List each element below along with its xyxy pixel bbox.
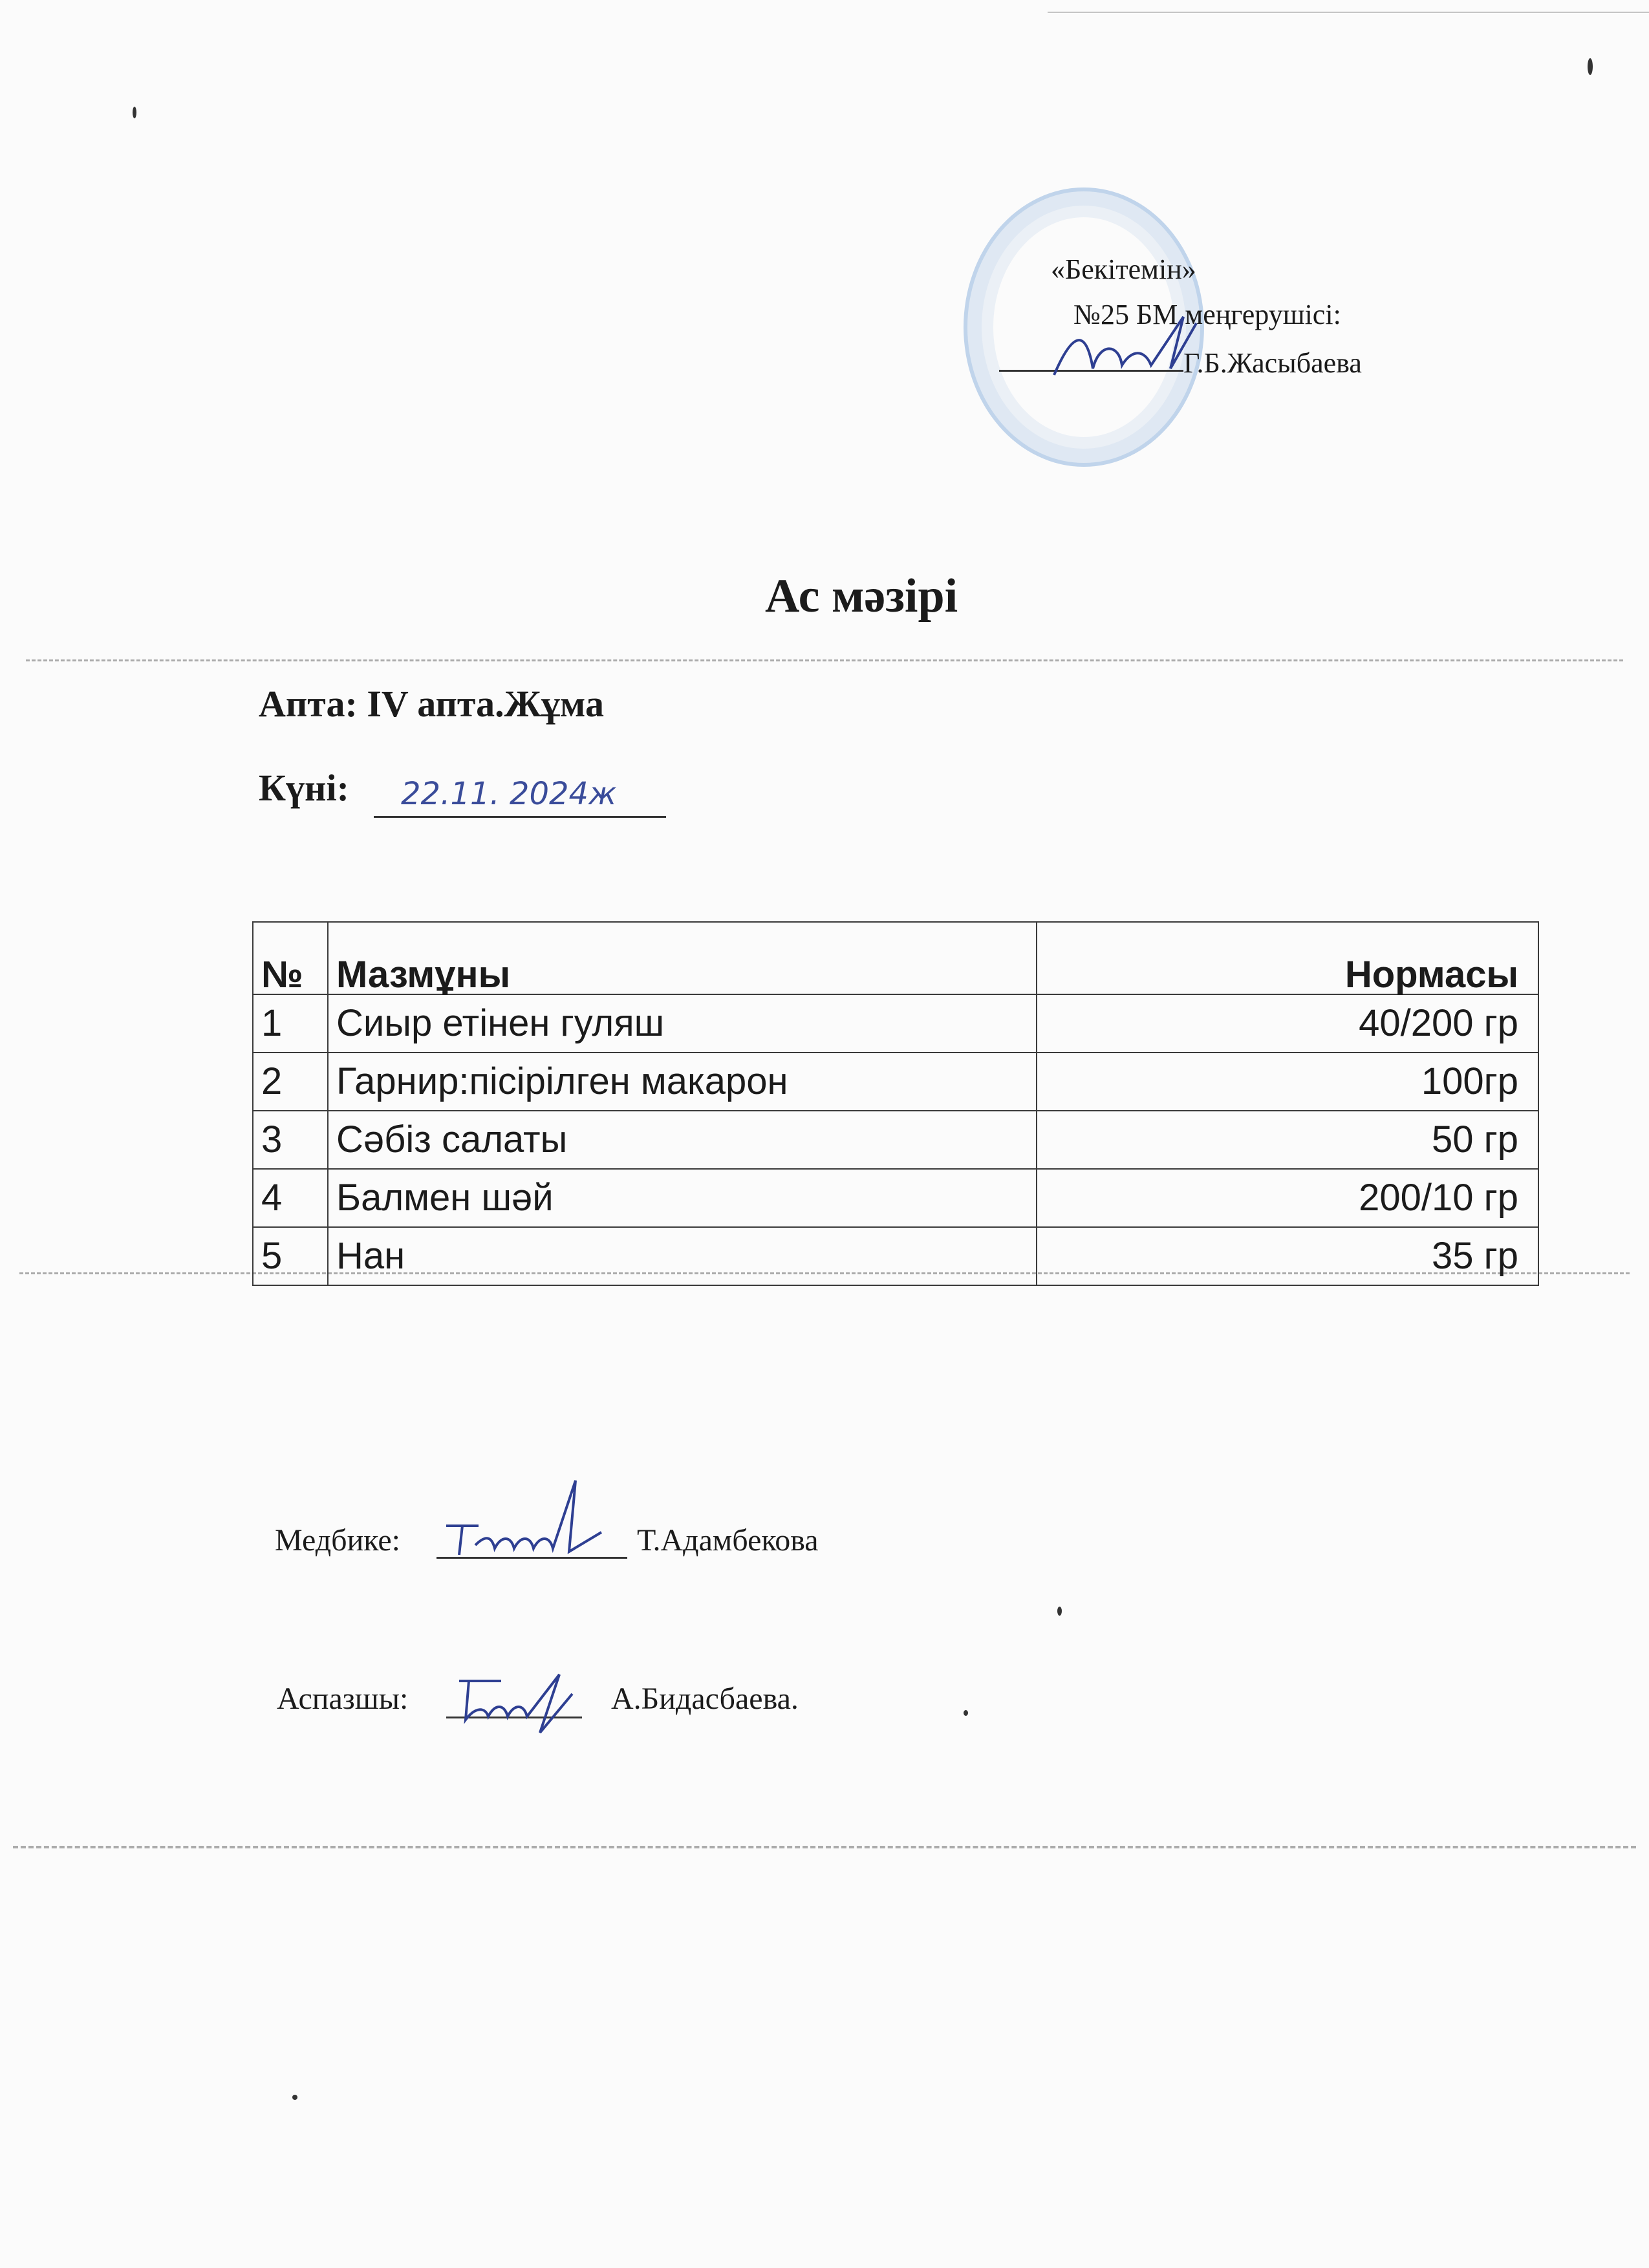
scan-streak bbox=[26, 659, 1623, 661]
scan-edge-line bbox=[1048, 12, 1649, 13]
header-number: № bbox=[253, 922, 328, 994]
table-row bbox=[253, 1169, 1538, 1227]
row-number: 3 bbox=[253, 1111, 328, 1169]
approval-heading: «Бекітемін» bbox=[1051, 253, 1196, 285]
row-content: Гарнир:пісірілген макарон bbox=[328, 1053, 1037, 1111]
approval-position: №25 БМ меңгерушісі: bbox=[1073, 299, 1341, 330]
header-content: Мазмұны bbox=[328, 922, 1037, 994]
page-title: Ас мәзірі bbox=[765, 570, 958, 623]
scan-speck bbox=[1057, 1607, 1062, 1616]
nurse-label: Медбике: bbox=[275, 1523, 401, 1557]
table-row bbox=[253, 1053, 1538, 1111]
cook-signature bbox=[449, 1655, 579, 1739]
table-header-row bbox=[253, 922, 1538, 994]
cook-label: Аспазшы: bbox=[277, 1682, 409, 1716]
week-line: Апта: IV апта.Жұма bbox=[259, 683, 605, 725]
date-label: Күні: bbox=[259, 767, 349, 809]
row-content: Нан bbox=[328, 1227, 1037, 1285]
row-content: Балмен шәй bbox=[328, 1169, 1037, 1227]
scan-speck bbox=[133, 107, 136, 118]
row-norm: 35 гр bbox=[1037, 1227, 1538, 1285]
menu-table bbox=[252, 921, 1539, 1286]
row-norm: 50 гр bbox=[1037, 1111, 1538, 1169]
row-content: Сәбіз салаты bbox=[328, 1111, 1037, 1169]
cook-name: А.Бидасбаева. bbox=[611, 1682, 799, 1716]
date-value: 22.11. 2024ж bbox=[401, 776, 617, 812]
director-name: Г.Б.Жасыбаева bbox=[1183, 347, 1362, 379]
row-number: 1 bbox=[253, 994, 328, 1053]
row-norm: 40/200 гр bbox=[1037, 994, 1538, 1053]
table-row bbox=[253, 1111, 1538, 1169]
scan-streak bbox=[13, 1846, 1636, 1848]
scan-speck bbox=[292, 2095, 297, 2100]
table-row bbox=[253, 1227, 1538, 1285]
director-signature bbox=[1048, 304, 1203, 388]
nurse-signature bbox=[440, 1474, 608, 1565]
table-row bbox=[253, 994, 1538, 1053]
scan-speck bbox=[1588, 58, 1593, 75]
nurse-name: Т.Адамбекова bbox=[637, 1523, 819, 1557]
row-norm: 200/10 гр bbox=[1037, 1169, 1538, 1227]
row-number: 2 bbox=[253, 1053, 328, 1111]
date-underline bbox=[374, 816, 666, 818]
row-content: Сиыр етінен гуляш bbox=[328, 994, 1037, 1053]
row-number: 5 bbox=[253, 1227, 328, 1285]
header-norm: Нормасы bbox=[1037, 922, 1538, 994]
scan-speck bbox=[964, 1710, 968, 1716]
row-norm: 100гр bbox=[1037, 1053, 1538, 1111]
row-number: 4 bbox=[253, 1169, 328, 1227]
